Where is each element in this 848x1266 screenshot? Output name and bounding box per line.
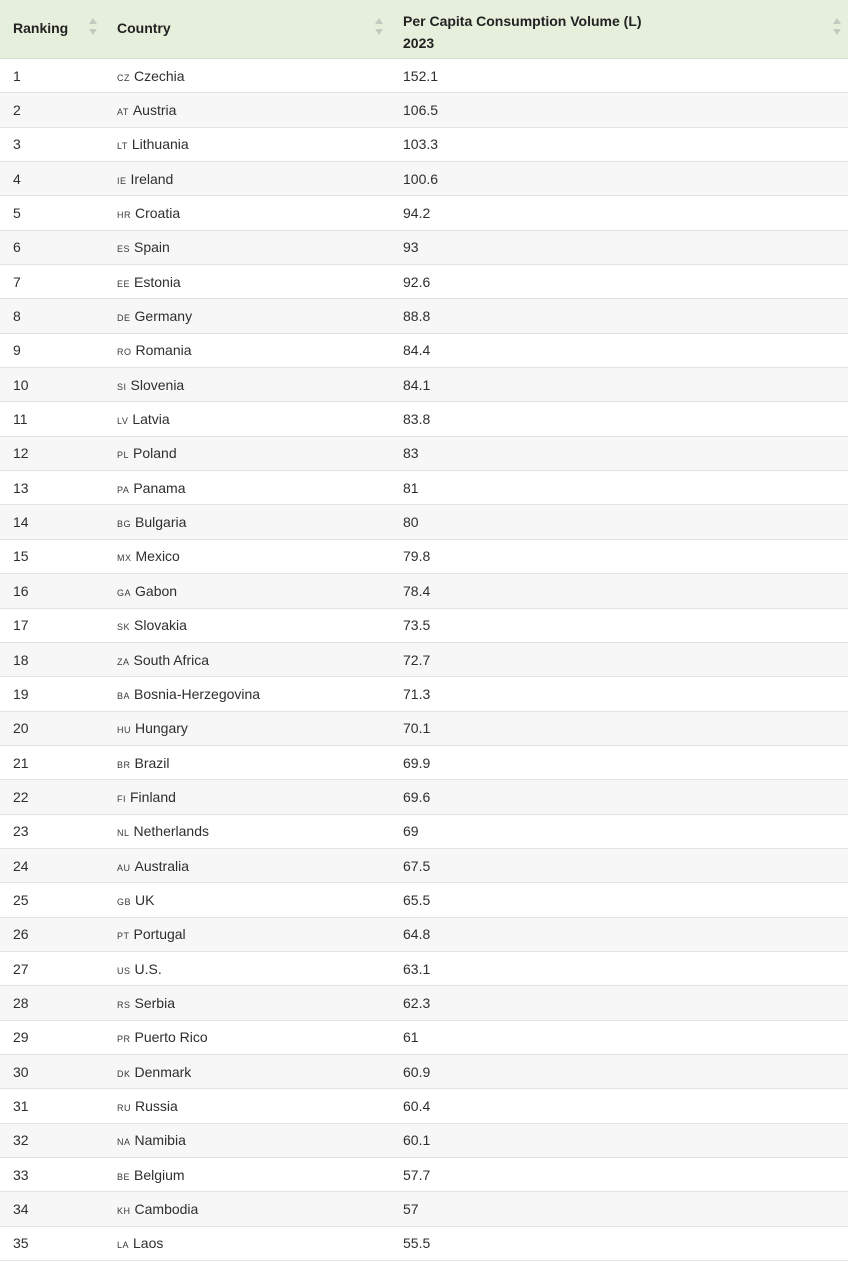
country-cell [104, 892, 390, 908]
country-cell [104, 583, 390, 599]
rank-cell: 28 [13, 994, 29, 1011]
table-row [0, 1227, 848, 1261]
volume-cell: 79.8 [403, 548, 431, 565]
country-cell [104, 961, 390, 977]
table-row [0, 746, 848, 780]
country-name: Netherlands [133, 823, 210, 840]
rank-cell: 16 [13, 582, 29, 599]
country-name: Russia [135, 1097, 178, 1114]
table-body [0, 59, 848, 1261]
country-cell [104, 205, 390, 221]
country-cell [104, 480, 390, 496]
country-code: SK [117, 622, 131, 633]
table-row [0, 1055, 848, 1089]
table-row [0, 368, 848, 402]
country-cell [104, 548, 390, 564]
rank-cell: 34 [13, 1201, 29, 1218]
volume-cell: 81 [403, 479, 419, 496]
country-name: Gabon [135, 582, 178, 599]
volume-cell: 57.7 [403, 1166, 431, 1183]
country-code: EE [117, 278, 131, 289]
rank-cell: 12 [13, 445, 29, 462]
sort-icon[interactable] [832, 16, 842, 40]
country-cell [104, 1098, 390, 1114]
rank-cell: 3 [13, 136, 21, 153]
country-cell [104, 1201, 390, 1217]
header-country-label: Country [117, 20, 171, 36]
rank-cell: 7 [13, 273, 21, 290]
table-row [0, 128, 848, 162]
rank-cell: 11 [13, 411, 28, 428]
header-volume[interactable] [390, 0, 848, 58]
country-cell [104, 652, 390, 668]
country-code: GB [117, 896, 132, 907]
country-name: Slovenia [130, 376, 185, 393]
volume-cell: 55.5 [403, 1235, 431, 1252]
rank-cell: 10 [13, 376, 29, 393]
volume-cell: 80 [403, 514, 419, 531]
table-row [0, 815, 848, 849]
country-name: UK [135, 891, 155, 908]
country-cell [104, 926, 390, 942]
country-cell [104, 823, 390, 839]
country-name: South Africa [133, 651, 210, 668]
volume-cell: 57 [403, 1201, 419, 1218]
volume-cell: 60.4 [403, 1097, 431, 1114]
rank-cell: 4 [13, 170, 21, 187]
table-row [0, 196, 848, 230]
table-row [0, 471, 848, 505]
table-row [0, 437, 848, 471]
country-cell [104, 858, 390, 874]
country-name: Slovakia [134, 617, 187, 634]
table-row [0, 883, 848, 917]
country-name: Lithuania [131, 136, 189, 153]
volume-cell: 63.1 [403, 960, 431, 977]
country-code: BE [117, 1171, 131, 1182]
rank-cell: 30 [13, 1063, 29, 1080]
country-name: Australia [134, 857, 189, 874]
country-code: ES [117, 244, 131, 255]
volume-cell: 94.2 [403, 205, 431, 222]
table-row [0, 59, 848, 93]
rank-cell: 17 [13, 617, 29, 634]
country-code: PR [117, 1034, 131, 1045]
rank-cell: 27 [13, 960, 29, 977]
country-code: CZ [117, 72, 130, 83]
table-row [0, 780, 848, 814]
country-name: Bosnia-Herzegovina [134, 685, 261, 702]
sort-icon[interactable] [88, 16, 98, 40]
volume-cell: 78.4 [403, 582, 431, 599]
country-cell [104, 686, 390, 702]
volume-cell: 73.5 [403, 617, 431, 634]
country-code: HR [117, 210, 131, 221]
country-cell [104, 136, 390, 152]
rank-cell: 25 [13, 891, 29, 908]
country-cell [104, 445, 390, 461]
rank-cell: 21 [13, 754, 29, 771]
table-row [0, 952, 848, 986]
country-cell [104, 1235, 390, 1251]
country-name: Puerto Rico [134, 1029, 208, 1046]
country-cell [104, 171, 390, 187]
country-name: Poland [133, 445, 177, 462]
country-cell [104, 68, 390, 84]
table-row [0, 918, 848, 952]
table-row [0, 712, 848, 746]
volume-cell: 83 [403, 445, 419, 462]
country-code: DE [117, 313, 131, 324]
table-row [0, 1021, 848, 1055]
volume-cell: 64.8 [403, 926, 431, 943]
volume-cell: 84.1 [403, 376, 431, 393]
country-cell [104, 720, 390, 736]
volume-cell: 88.8 [403, 308, 431, 325]
country-code: HU [117, 725, 131, 736]
country-name: Ireland [130, 170, 174, 187]
country-cell [104, 1132, 390, 1148]
country-code: BR [117, 759, 131, 770]
country-cell [104, 308, 390, 324]
table-row [0, 334, 848, 368]
table-row [0, 1089, 848, 1123]
country-code: ZA [117, 656, 130, 667]
country-cell [104, 514, 390, 530]
rank-cell: 29 [13, 1029, 29, 1046]
country-cell [104, 755, 390, 771]
country-name: Finland [130, 788, 176, 805]
table-row [0, 1192, 848, 1226]
country-code: AU [117, 862, 131, 873]
volume-cell: 62.3 [403, 994, 431, 1011]
country-name: U.S. [134, 960, 162, 977]
rank-cell: 23 [13, 823, 29, 840]
country-name: Germany [134, 308, 193, 325]
country-code: PA [117, 484, 130, 495]
volume-cell: 61 [403, 1029, 419, 1046]
volume-cell: 152.1 [403, 67, 439, 84]
rank-cell: 6 [13, 239, 21, 256]
country-name: Austria [132, 102, 177, 119]
volume-cell: 70.1 [403, 720, 431, 737]
country-name: Mexico [135, 548, 180, 565]
country-code: RS [117, 999, 131, 1010]
volume-cell: 67.5 [403, 857, 431, 874]
header-ranking-label: Ranking [13, 20, 69, 36]
volume-cell: 69 [403, 823, 419, 840]
table-row [0, 1124, 848, 1158]
country-code: PL [117, 450, 130, 461]
volume-cell: 60.1 [403, 1132, 431, 1149]
country-code: RO [117, 347, 132, 358]
country-code: LV [117, 416, 129, 427]
rank-cell: 32 [13, 1132, 29, 1149]
country-code: GA [117, 587, 132, 598]
country-cell [104, 274, 390, 290]
table-row [0, 402, 848, 436]
rank-cell: 2 [13, 102, 21, 119]
table-row [0, 1158, 848, 1192]
country-code: DK [117, 1068, 131, 1079]
country-name: Cambodia [134, 1201, 199, 1218]
country-name: Panama [133, 479, 186, 496]
table-row [0, 93, 848, 127]
country-name: Laos [133, 1235, 164, 1252]
country-cell [104, 789, 390, 805]
country-code: BA [117, 690, 131, 701]
table-row [0, 574, 848, 608]
rank-cell: 8 [13, 308, 21, 325]
country-cell [104, 1064, 390, 1080]
header-volume-label: Per Capita Consumption Volume (L) [403, 13, 642, 29]
country-name: Portugal [133, 926, 186, 943]
table-header [0, 0, 848, 59]
table-row [0, 231, 848, 265]
country-code: PT [117, 931, 130, 942]
country-name: Czechia [134, 67, 185, 84]
country-code: FI [117, 793, 126, 804]
country-name: Serbia [134, 994, 175, 1011]
table-row [0, 299, 848, 333]
rank-cell: 20 [13, 720, 29, 737]
table-row [0, 609, 848, 643]
table-row [0, 643, 848, 677]
rank-cell: 24 [13, 857, 29, 874]
country-code: NA [117, 1137, 131, 1148]
rank-cell: 31 [13, 1097, 29, 1114]
rank-cell: 26 [13, 926, 29, 943]
volume-cell: 93 [403, 239, 419, 256]
rank-cell: 9 [13, 342, 21, 359]
rank-cell: 13 [13, 479, 29, 496]
country-name: Spain [134, 239, 170, 256]
country-code: BG [117, 519, 132, 530]
table-row [0, 265, 848, 299]
country-cell [104, 239, 390, 255]
table-row [0, 162, 848, 196]
table-row [0, 986, 848, 1020]
country-name: Belgium [134, 1166, 185, 1183]
country-code: IE [117, 175, 127, 186]
volume-cell: 103.3 [403, 136, 439, 153]
rank-cell: 19 [13, 685, 29, 702]
country-name: Brazil [134, 754, 170, 771]
volume-cell: 69.9 [403, 754, 431, 771]
volume-cell: 106.5 [403, 102, 439, 119]
country-code: KH [117, 1206, 131, 1217]
country-name: Namibia [134, 1132, 186, 1149]
header-volume-year: 2023 [403, 35, 435, 51]
volume-cell: 65.5 [403, 891, 431, 908]
table-row [0, 505, 848, 539]
country-name: Croatia [135, 205, 181, 222]
country-code: US [117, 965, 131, 976]
country-cell [104, 617, 390, 633]
country-cell [104, 1029, 390, 1045]
rank-cell: 33 [13, 1166, 29, 1183]
country-cell [104, 377, 390, 393]
rank-cell: 1 [13, 67, 21, 84]
header-ranking[interactable] [0, 0, 104, 58]
country-name: Hungary [135, 720, 188, 737]
country-code: AT [117, 107, 129, 118]
rank-cell: 22 [13, 788, 29, 805]
volume-cell: 92.6 [403, 273, 431, 290]
volume-cell: 83.8 [403, 411, 431, 428]
volume-cell: 69.6 [403, 788, 431, 805]
country-cell [104, 342, 390, 358]
country-cell [104, 411, 390, 427]
country-name: Denmark [134, 1063, 192, 1080]
volume-cell: 100.6 [403, 170, 439, 187]
country-name: Romania [135, 342, 192, 359]
country-cell [104, 1167, 390, 1183]
rank-cell: 15 [13, 548, 29, 565]
country-name: Bulgaria [135, 514, 187, 531]
volume-cell: 84.4 [403, 342, 431, 359]
rank-cell: 5 [13, 205, 21, 222]
country-name: Latvia [132, 411, 170, 428]
rank-cell: 18 [13, 651, 29, 668]
header-country[interactable] [104, 0, 390, 58]
sort-icon[interactable] [374, 16, 384, 40]
country-code: NL [117, 828, 130, 839]
table-row [0, 677, 848, 711]
country-code: LA [117, 1240, 130, 1251]
country-code: RU [117, 1102, 131, 1113]
country-code: SI [117, 381, 127, 392]
volume-cell: 71.3 [403, 685, 431, 702]
volume-cell: 72.7 [403, 651, 431, 668]
country-code: MX [117, 553, 132, 564]
country-cell [104, 995, 390, 1011]
country-name: Estonia [134, 273, 181, 290]
country-cell [104, 102, 390, 118]
country-code: LT [117, 141, 128, 152]
table-row [0, 849, 848, 883]
rank-cell: 35 [13, 1235, 29, 1252]
rank-cell: 14 [13, 514, 29, 531]
table-row [0, 540, 848, 574]
volume-cell: 60.9 [403, 1063, 431, 1080]
